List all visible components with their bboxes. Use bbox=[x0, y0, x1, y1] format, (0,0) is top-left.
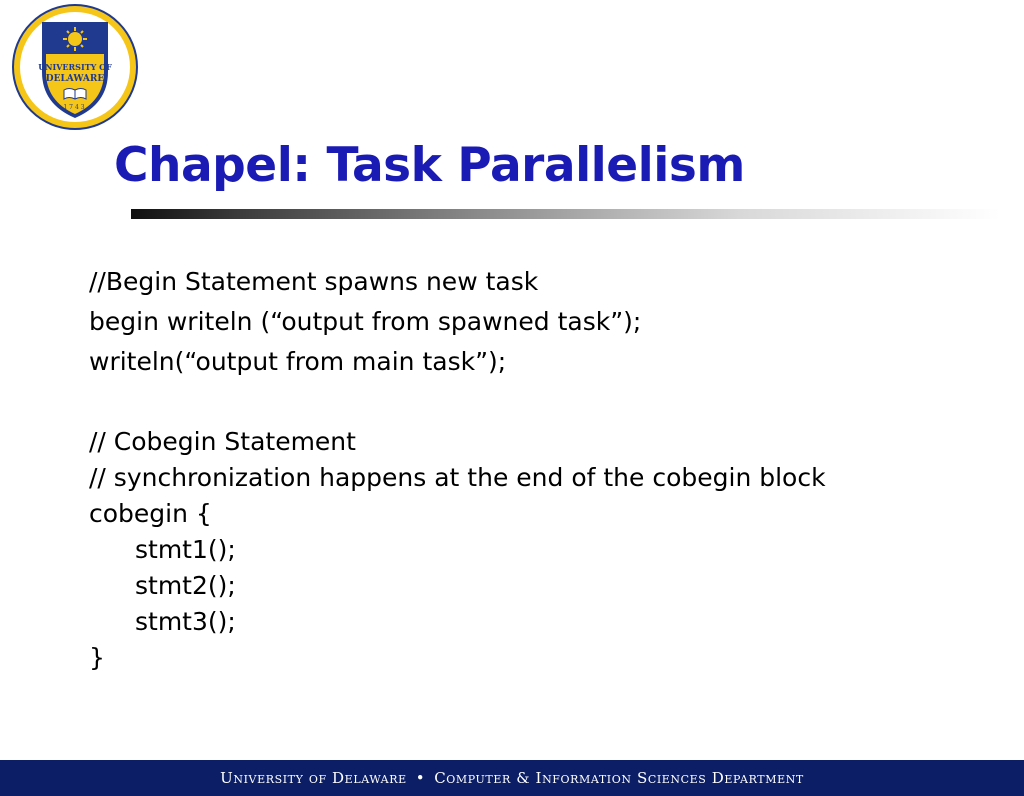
footer-university: University of Delaware bbox=[220, 769, 407, 787]
footer-department: Computer & Information Sciences Department bbox=[434, 769, 804, 787]
code-line: } bbox=[89, 643, 105, 672]
code-block bbox=[89, 262, 1009, 676]
code-line: stmt2(); bbox=[135, 571, 236, 600]
footer-separator: • bbox=[415, 769, 426, 787]
code-line: stmt1(); bbox=[135, 535, 236, 564]
code-line: stmt3(); bbox=[135, 607, 236, 636]
slide-title: Chapel: Task Parallelism bbox=[114, 138, 745, 193]
open-book-icon bbox=[64, 89, 86, 100]
code-line: //Begin Statement spawns new task bbox=[89, 267, 539, 296]
footer-bar bbox=[0, 760, 1024, 796]
code-line: cobegin { bbox=[89, 499, 212, 528]
svg-text:DELAWARE: DELAWARE bbox=[45, 74, 105, 84]
svg-text:UNIVERSITY OF: UNIVERSITY OF bbox=[38, 62, 112, 72]
code-line: // synchronization happens at the end of the cobegin block bbox=[89, 463, 826, 492]
code-line: begin writeln (“output from spawned task”); bbox=[89, 307, 642, 336]
code-line: // Cobegin Statement bbox=[89, 427, 356, 456]
code-line: writeln(“output from main task”); bbox=[89, 347, 507, 376]
code-spacer bbox=[89, 382, 1009, 424]
svg-text:1743: 1743 bbox=[63, 104, 87, 111]
title-underline bbox=[131, 209, 1000, 219]
university-of-delaware-logo bbox=[2, 2, 148, 132]
